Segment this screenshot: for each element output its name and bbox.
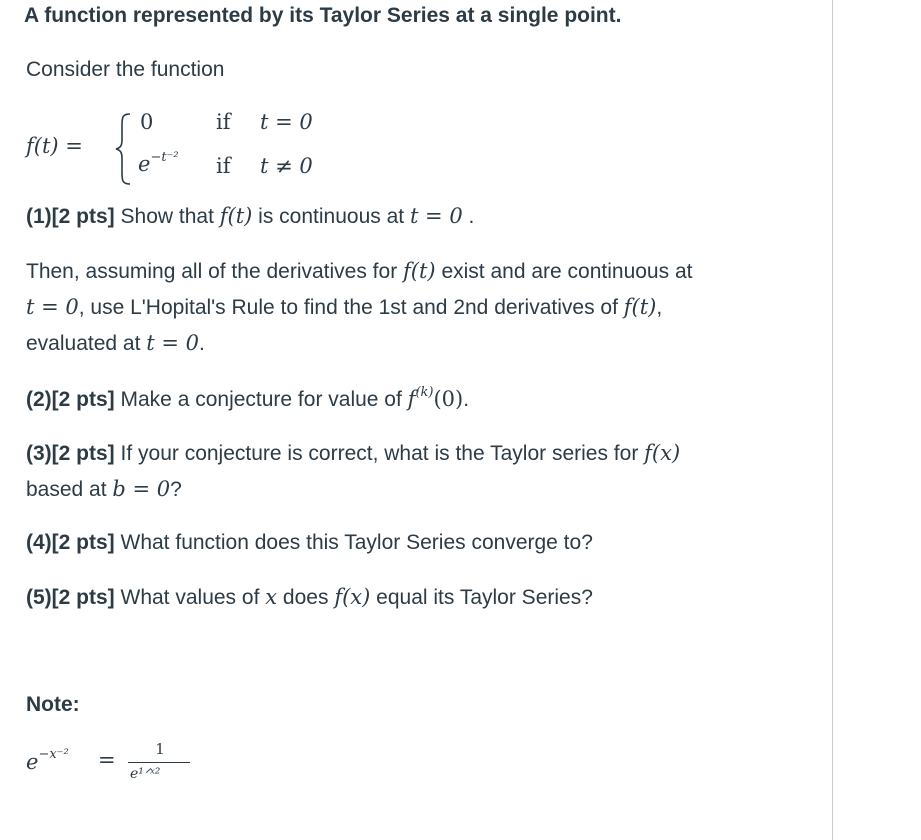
question-1-label: (1)[2 pts] <box>26 205 115 228</box>
question-5-label: (5)[2 pts] <box>26 586 115 609</box>
question-2-label: (2)[2 pts] <box>26 388 115 411</box>
question-2: (2)[2 pts] Make a conjecture for value of $f^{(k)}(0)$. <box>26 385 470 411</box>
question-4-label: (4)[2 pts] <box>26 531 115 554</box>
question-3-line-2: based at b = 0? <box>26 477 182 501</box>
question-3-label: (3)[2 pts] <box>26 442 115 465</box>
note-equals: = <box>98 748 116 772</box>
then-line-1: Then, assuming all of the derivatives for f(t) exist and are continuous at <box>26 259 693 283</box>
fraction-bar <box>128 762 190 763</box>
intro-text: Consider the function <box>26 58 225 81</box>
then-line-2: t = 0, use L'Hopital's Rule to find the 1st and 2nd derivatives of f(t), <box>26 295 663 319</box>
question-3-line-1: (3)[2 pts] If your conjecture is correct, what is the Taylor series for f(x) <box>26 441 681 465</box>
question-5: (5)[2 pts] What values of x does f(x) equal its Taylor Series? <box>26 585 593 609</box>
case1-if: if <box>216 110 231 134</box>
case1-value: 0 <box>140 110 154 134</box>
left-brace-icon <box>114 112 132 186</box>
question-title: A function represented by its Taylor Series at a single point. <box>24 4 622 27</box>
note-label: Note: <box>26 693 80 716</box>
question-4: (4)[2 pts] What function does this Taylor Series converge to? <box>26 531 593 554</box>
piecewise-lhs: f(t) = <box>26 134 83 158</box>
piecewise-definition <box>26 108 346 188</box>
then-line-3: evaluated at t = 0. <box>26 331 205 355</box>
note-numerator: 1 <box>155 740 165 758</box>
note-denominator: e¹ᐟˣ² <box>130 766 161 782</box>
note-formula <box>26 738 226 798</box>
case2-value: $e^{-t^{-2}}$ <box>138 150 179 176</box>
note-lhs: $e^{-x^{-2}}$ <box>26 747 69 774</box>
question-1: (1)[2 pts] Show that f(t) is continuous at t = 0 . <box>26 204 475 228</box>
case1-condition: t = 0 <box>260 110 313 134</box>
right-border <box>832 0 833 840</box>
case2-condition: t ≠ 0 <box>260 154 313 178</box>
case2-if: if <box>216 154 231 178</box>
